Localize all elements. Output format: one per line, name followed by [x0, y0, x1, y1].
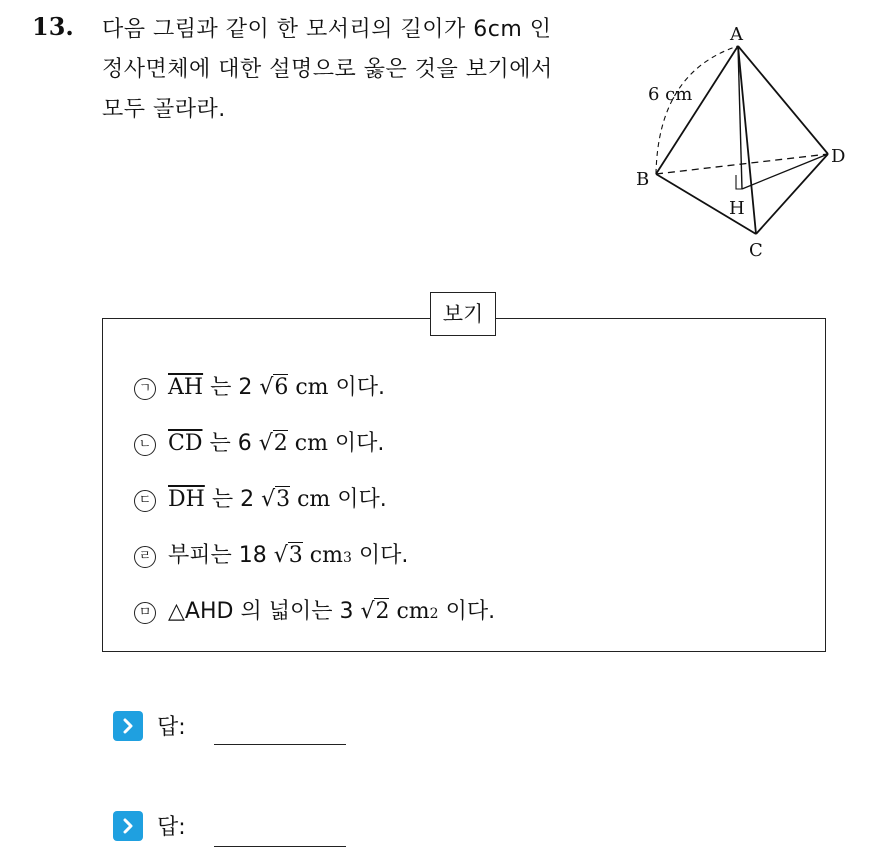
option-marker: ㄷ — [134, 490, 156, 512]
sqrt-expression: √ 6 — [259, 375, 289, 400]
label-d: D — [831, 146, 846, 167]
question-line-1: 다음 그림과 같이 한 모서리의 길이가 6cm 인 — [102, 17, 552, 42]
sqrt-expression: √ 2 — [258, 431, 288, 456]
unit-text: cm — [290, 487, 331, 512]
option-marker: ㄹ — [134, 546, 156, 568]
unit-text: cm — [302, 543, 343, 568]
segment-label: $\overline{CD}$ — [168, 431, 203, 456]
sqrt-expression: √ 3 — [261, 487, 291, 512]
option-ending: 이다. — [328, 375, 386, 400]
option-marker: ㄴ — [134, 434, 156, 456]
answer-row-1 — [113, 710, 186, 741]
question-line-2: 정사면체에 대한 설명으로 옳은 것을 보기에서 — [102, 57, 553, 82]
option-text: 는 2 — [203, 375, 260, 400]
segment-label: $\overline{DH}$ — [168, 487, 205, 512]
edge-ad — [738, 46, 828, 154]
sqrt-expression: √ 3 — [273, 543, 303, 568]
chevron-right-icon — [113, 711, 143, 741]
option-ending: 이다. — [330, 487, 387, 512]
option-item-2 — [134, 426, 384, 458]
tetrahedron-figure — [620, 14, 860, 264]
question-number: 13. — [32, 12, 74, 41]
label-h: H — [729, 198, 745, 219]
answer-label: 답: — [157, 815, 186, 840]
unit-exponent: 2 — [429, 606, 439, 622]
answer-row-2 — [113, 810, 186, 841]
unit-exponent: 3 — [342, 550, 352, 566]
answer-blank-2[interactable] — [214, 846, 346, 847]
label-edge-length: 6 cm — [648, 84, 693, 105]
option-ending: 이다. — [438, 599, 496, 624]
segment-label: $\overline{AH}$ — [168, 375, 204, 400]
option-text: 부피는 18 — [168, 543, 274, 568]
option-marker: ㄱ — [134, 378, 156, 400]
answer-blank-1[interactable] — [214, 744, 346, 745]
question-line-3: 모두 골라라. — [102, 97, 226, 122]
option-item-1 — [134, 370, 385, 402]
option-ending: 이다. — [327, 431, 385, 456]
options-box-title: 보기 — [430, 292, 496, 336]
answer-label: 답: — [157, 715, 186, 740]
label-c: C — [749, 240, 763, 261]
option-ending: 이다. — [351, 543, 409, 568]
unit-text: cm — [287, 431, 328, 456]
label-a: A — [730, 24, 743, 45]
chevron-right-icon — [113, 811, 143, 841]
unit-text: cm — [288, 375, 329, 400]
option-marker: ㅁ — [134, 602, 156, 624]
label-b: B — [636, 169, 650, 190]
edge-cd — [756, 154, 828, 234]
unit-text: cm — [389, 599, 430, 624]
option-item-4 — [134, 538, 408, 570]
option-item-3 — [134, 482, 387, 514]
option-item-5 — [134, 594, 495, 626]
option-text: △AHD 의 넓이는 3 — [168, 599, 361, 624]
sqrt-expression: √ 2 — [360, 599, 390, 624]
option-text: 는 2 — [204, 487, 262, 512]
option-text: 는 6 — [202, 431, 259, 456]
segment-dh — [742, 154, 828, 189]
